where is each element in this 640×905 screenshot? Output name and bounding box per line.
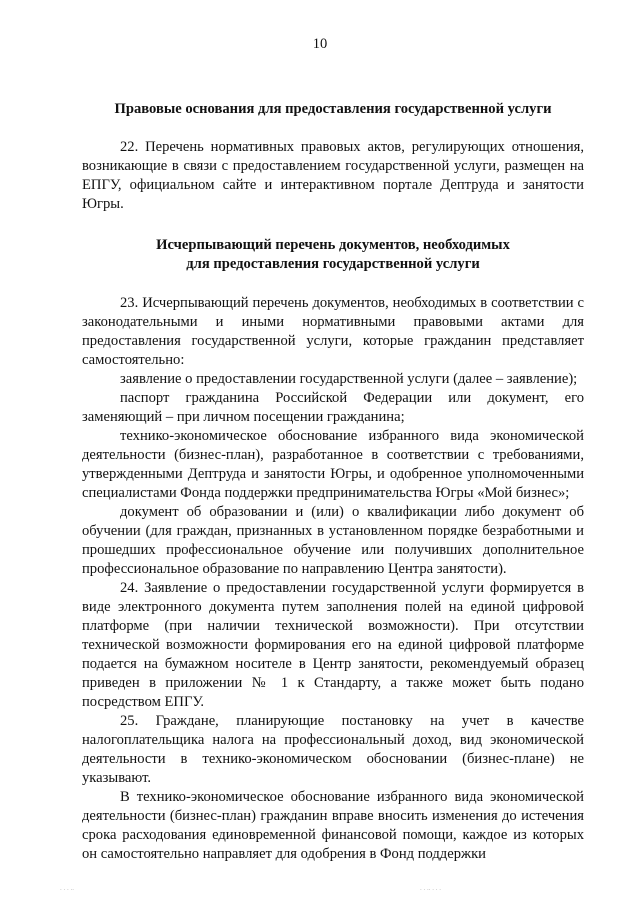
section-heading-line: Исчерпывающий перечень документов, необходимых <box>156 237 510 253</box>
paragraph: заявление о предоставлении государственной услуги (далее – заявление); <box>120 371 578 387</box>
paragraph: паспорт гражданина Российской Федерации или документ, его заменяющий – при личном посещении гражданина; <box>82 390 584 425</box>
section-heading-legal-grounds: Правовые основания для предоставления государственной услуги <box>114 101 552 117</box>
section-heading-documents <box>82 236 584 274</box>
section-heading-line: для предоставления государственной услуги <box>186 256 480 272</box>
paragraph: 24. Заявление о предоставлении государственной услуги формируется в виде электронного документа путем заполнения полей на единой цифровой платформе (при наличии технической возможности). При отсутствии технической возможности формирования его на единой цифровой платформе подается на бумажном носителе в Центр занятости, рекомендуемый образец приведен в приложении № 1 к Стандарту, а также может быть подано посредством ЕПГУ. <box>82 580 584 710</box>
paragraph: документ об образовании и (или) о квалификации либо документ об обучении (для граждан, признанных в установленном порядке безработными и прошедших профессиональное обучение или получивших дополнительное профессиональное образование по направлению Центра занятости). <box>82 504 584 577</box>
page-number: 10 <box>312 36 328 52</box>
scan-noise: . . .. . . . <box>420 884 441 892</box>
paragraph: 25. Граждане, планирующие постановку на учет в качестве налогоплательщика налога на профессиональный доход, вид экономической деятельности в технико-экономическом обосновании (бизнес-плане) не указывают. <box>82 713 584 786</box>
document-body <box>82 100 584 864</box>
paragraph: 23. Исчерпывающий перечень документов, необходимых в соответствии с законодательными и иными нормативными правовыми актами для предоставления государственной услуги, которые гражданин представляет самостоятельно: <box>82 295 584 368</box>
paragraph: В технико-экономическое обоснование избранного вида экономической деятельности (бизнес-план) гражданин вправе вносить изменения до истечения срока расходования единовременной финансовой помощи, каждое из которых он самостоятельно направляет для одобрения в Фонд поддержки <box>82 789 584 862</box>
paragraph: 22. Перечень нормативных правовых актов, регулирующих отношения, возникающие в связи с предоставлением государственной услуги, размещен на ЕПГУ, официальном сайте и интерактивном портале Дептруда и занятости Югры. <box>82 139 584 212</box>
scan-noise: . . . .. <box>60 884 74 892</box>
paragraph: технико-экономическое обоснование избранного вида экономической деятельности (бизнес-план), разработанное в соответствии с требованиями, утвержденными Дептруда и занятости Югры, и одобренное уполномоченными специалистами Фонда поддержки предпринимательства Югры «Мой бизнес»; <box>82 428 584 501</box>
